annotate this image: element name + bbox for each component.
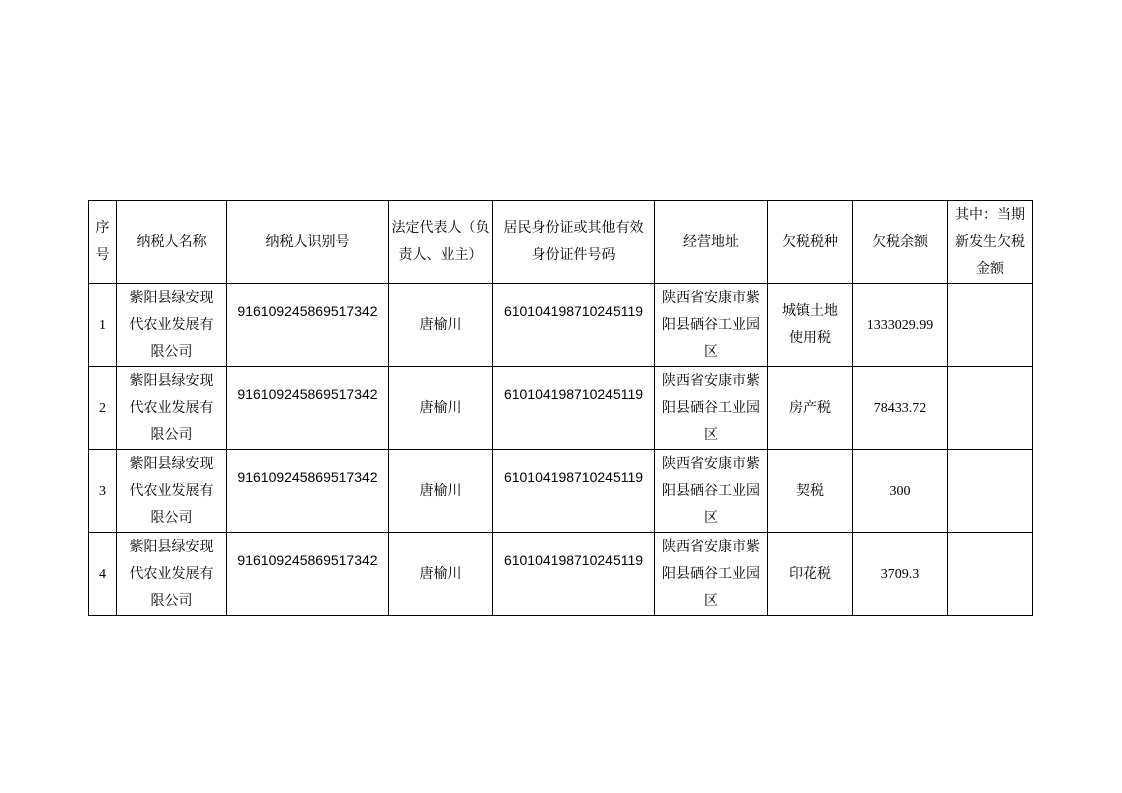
row-legal-rep: 唐榆川 <box>389 284 493 367</box>
row-taxpayer-name: 紫阳县绿安现代农业发展有限公司 <box>117 367 227 450</box>
row-balance: 3709.3 <box>853 533 948 616</box>
row-id-number: 610104198710245119 <box>493 533 655 616</box>
row-legal-rep: 唐榆川 <box>389 367 493 450</box>
header-tax-type: 欠税税种 <box>768 201 853 284</box>
row-taxpayer-id: 916109245869517342 <box>227 367 389 450</box>
row-tax-type: 城镇土地使用税 <box>768 284 853 367</box>
row-id-number: 610104198710245119 <box>493 367 655 450</box>
table-row <box>89 284 1033 367</box>
row-id-number: 610104198710245119 <box>493 450 655 533</box>
row-new-arrears <box>948 450 1033 533</box>
table-row <box>89 533 1033 616</box>
row-tax-type: 印花税 <box>768 533 853 616</box>
row-seq: 3 <box>89 450 117 533</box>
table-row <box>89 450 1033 533</box>
header-address: 经营地址 <box>655 201 768 284</box>
row-new-arrears <box>948 367 1033 450</box>
row-taxpayer-name: 紫阳县绿安现代农业发展有限公司 <box>117 284 227 367</box>
tax-arrears-table <box>88 200 1033 616</box>
row-legal-rep: 唐榆川 <box>389 533 493 616</box>
row-address: 陕西省安康市紫阳县硒谷工业园区 <box>655 533 768 616</box>
header-row <box>89 201 1033 284</box>
header-balance: 欠税余额 <box>853 201 948 284</box>
row-seq: 1 <box>89 284 117 367</box>
row-taxpayer-id: 916109245869517342 <box>227 284 389 367</box>
header-taxpayer-id: 纳税人识别号 <box>227 201 389 284</box>
table-row <box>89 367 1033 450</box>
row-balance: 1333029.99 <box>853 284 948 367</box>
row-taxpayer-name: 紫阳县绿安现代农业发展有限公司 <box>117 450 227 533</box>
header-new-arrears: 其中：当期新发生欠税金额 <box>948 201 1033 284</box>
row-taxpayer-name: 紫阳县绿安现代农业发展有限公司 <box>117 533 227 616</box>
header-legal-rep: 法定代表人（负责人、业主） <box>389 201 493 284</box>
row-seq: 2 <box>89 367 117 450</box>
row-taxpayer-id: 916109245869517342 <box>227 533 389 616</box>
row-legal-rep: 唐榆川 <box>389 450 493 533</box>
row-seq: 4 <box>89 533 117 616</box>
row-new-arrears <box>948 284 1033 367</box>
row-address: 陕西省安康市紫阳县硒谷工业园区 <box>655 450 768 533</box>
row-tax-type: 房产税 <box>768 367 853 450</box>
row-tax-type: 契税 <box>768 450 853 533</box>
header-id-number: 居民身份证或其他有效身份证件号码 <box>493 201 655 284</box>
row-balance: 300 <box>853 450 948 533</box>
row-balance: 78433.72 <box>853 367 948 450</box>
row-id-number: 610104198710245119 <box>493 284 655 367</box>
row-taxpayer-id: 916109245869517342 <box>227 450 389 533</box>
header-seq: 序号 <box>89 201 117 284</box>
header-taxpayer-name: 纳税人名称 <box>117 201 227 284</box>
row-address: 陕西省安康市紫阳县硒谷工业园区 <box>655 367 768 450</box>
row-new-arrears <box>948 533 1033 616</box>
row-address: 陕西省安康市紫阳县硒谷工业园区 <box>655 284 768 367</box>
